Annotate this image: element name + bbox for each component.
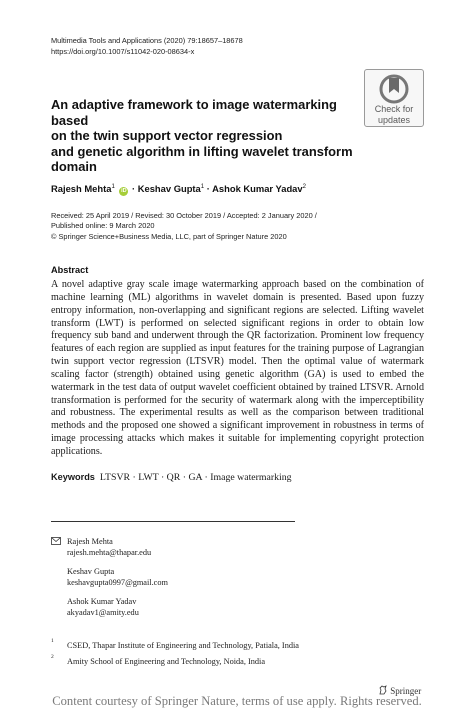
author-separator: ·	[206, 183, 210, 194]
author-affiliation-marker: 2	[302, 184, 306, 190]
affiliation-item	[51, 654, 266, 666]
abstract-heading: Abstract	[51, 265, 89, 275]
affiliation-number: 2	[51, 654, 54, 660]
title-line: An adaptive framework to image watermarking based	[51, 97, 337, 128]
keywords-items: LTSVR · LWT · QR · GA · Image watermarking	[99, 472, 292, 483]
author-name[interactable]: Keshav Gupta	[137, 183, 201, 194]
check-for-updates-line1: Check for	[374, 104, 414, 114]
contact-entry	[67, 596, 168, 618]
affiliation-text: CSED, Thapar Institute of Engineering and Technology, Patiala, India	[67, 641, 299, 650]
copyright-line: © Springer Science+Business Media, LLC, part of Springer Nature 2020	[51, 231, 287, 241]
contact-email[interactable]: rajesh.mehta@thapar.edu	[67, 548, 152, 557]
author-name[interactable]: Ashok Kumar Yadav	[212, 183, 303, 194]
abstract-body: A novel adaptive gray scale image watermarking approach based on the combination of machine learning (ML) algorithms in wavelet domain is presented. Based upon fuzzy entropy information, non-overlapping and significant regions are selected. Lifting wavelet transform (LWT) is performed on selected significant regions in order to obtain low frequency sub band and underwent through the QR factorization. Prominent low frequency features of each region are supplied as input features for the training purpose of Lagrangian twin support vector regression (LTSVR) model. Then the optimal value of watermark scaling factor (strength) obtained using genetic algorithm (GA) is used to embed the watermark in the test data of output wavelet coefficient obtained by trained LTSVR. Arnold transformation is performed for the security of watermark along with the imperceptibility and robustness. The experimental results as well as the comparison between traditional methods and the proposed one showed a significant improvement in robustness in terms of image processing attacks which makes it suitable for implementing copyright protection applications.	[51, 279, 424, 457]
keywords-label: Keywords	[51, 472, 95, 482]
contact-name: Rajesh Mehta	[67, 537, 113, 546]
paper-title	[51, 97, 361, 175]
check-for-updates-badge[interactable]	[364, 69, 424, 127]
contact-entry	[67, 566, 168, 588]
courtesy-notice: Content courtesy of Springer Nature, terms of use apply. Rights reserved.	[52, 694, 422, 708]
title-line: on the twin support vector regression	[51, 128, 283, 144]
contact-name: Ashok Kumar Yadav	[67, 597, 137, 606]
envelope-icon	[51, 537, 61, 545]
affiliation-text: Amity School of Engineering and Technology, Noida, India	[67, 657, 266, 666]
publisher-name: Springer	[390, 686, 422, 696]
contact-entry	[67, 536, 168, 558]
author-affiliation-marker: 1	[200, 184, 205, 190]
author-affiliation-marker: 1	[111, 184, 115, 190]
contact-name: Keshav Gupta	[67, 567, 115, 576]
check-for-updates-icon	[379, 74, 409, 104]
dates-line: Published online: 9 March 2020	[51, 221, 155, 231]
contact-email[interactable]: akyadav1@amity.edu	[67, 608, 139, 617]
footnote-divider	[51, 521, 295, 522]
publication-dates	[51, 211, 317, 242]
journal-citation: Multimedia Tools and Applications (2020) 79:18657–18678	[51, 36, 243, 45]
author-name[interactable]: Rajesh Mehta	[51, 183, 112, 194]
keywords-line	[51, 472, 292, 483]
dates-line: Received: 25 April 2019 / Revised: 30 October 2019 / Accepted: 2 January 2020 /	[51, 211, 317, 220]
doi-link[interactable]: https://doi.org/10.1007/s11042-020-08634-x	[51, 46, 195, 56]
contact-email[interactable]: keshavgupta0997@gmail.com	[67, 578, 168, 587]
check-for-updates-line2: updates	[377, 114, 411, 125]
title-line: and genetic algorithm in lifting wavelet transform	[51, 143, 353, 159]
affiliation-number: 1	[51, 638, 54, 644]
affiliation-item	[51, 638, 299, 650]
author-list	[51, 181, 306, 196]
corresponding-contacts	[67, 536, 168, 626]
journal-header	[51, 36, 243, 57]
title-line: domain	[51, 159, 97, 175]
orcid-icon[interactable]: iD	[121, 188, 127, 194]
author-separator: ·	[132, 183, 136, 194]
